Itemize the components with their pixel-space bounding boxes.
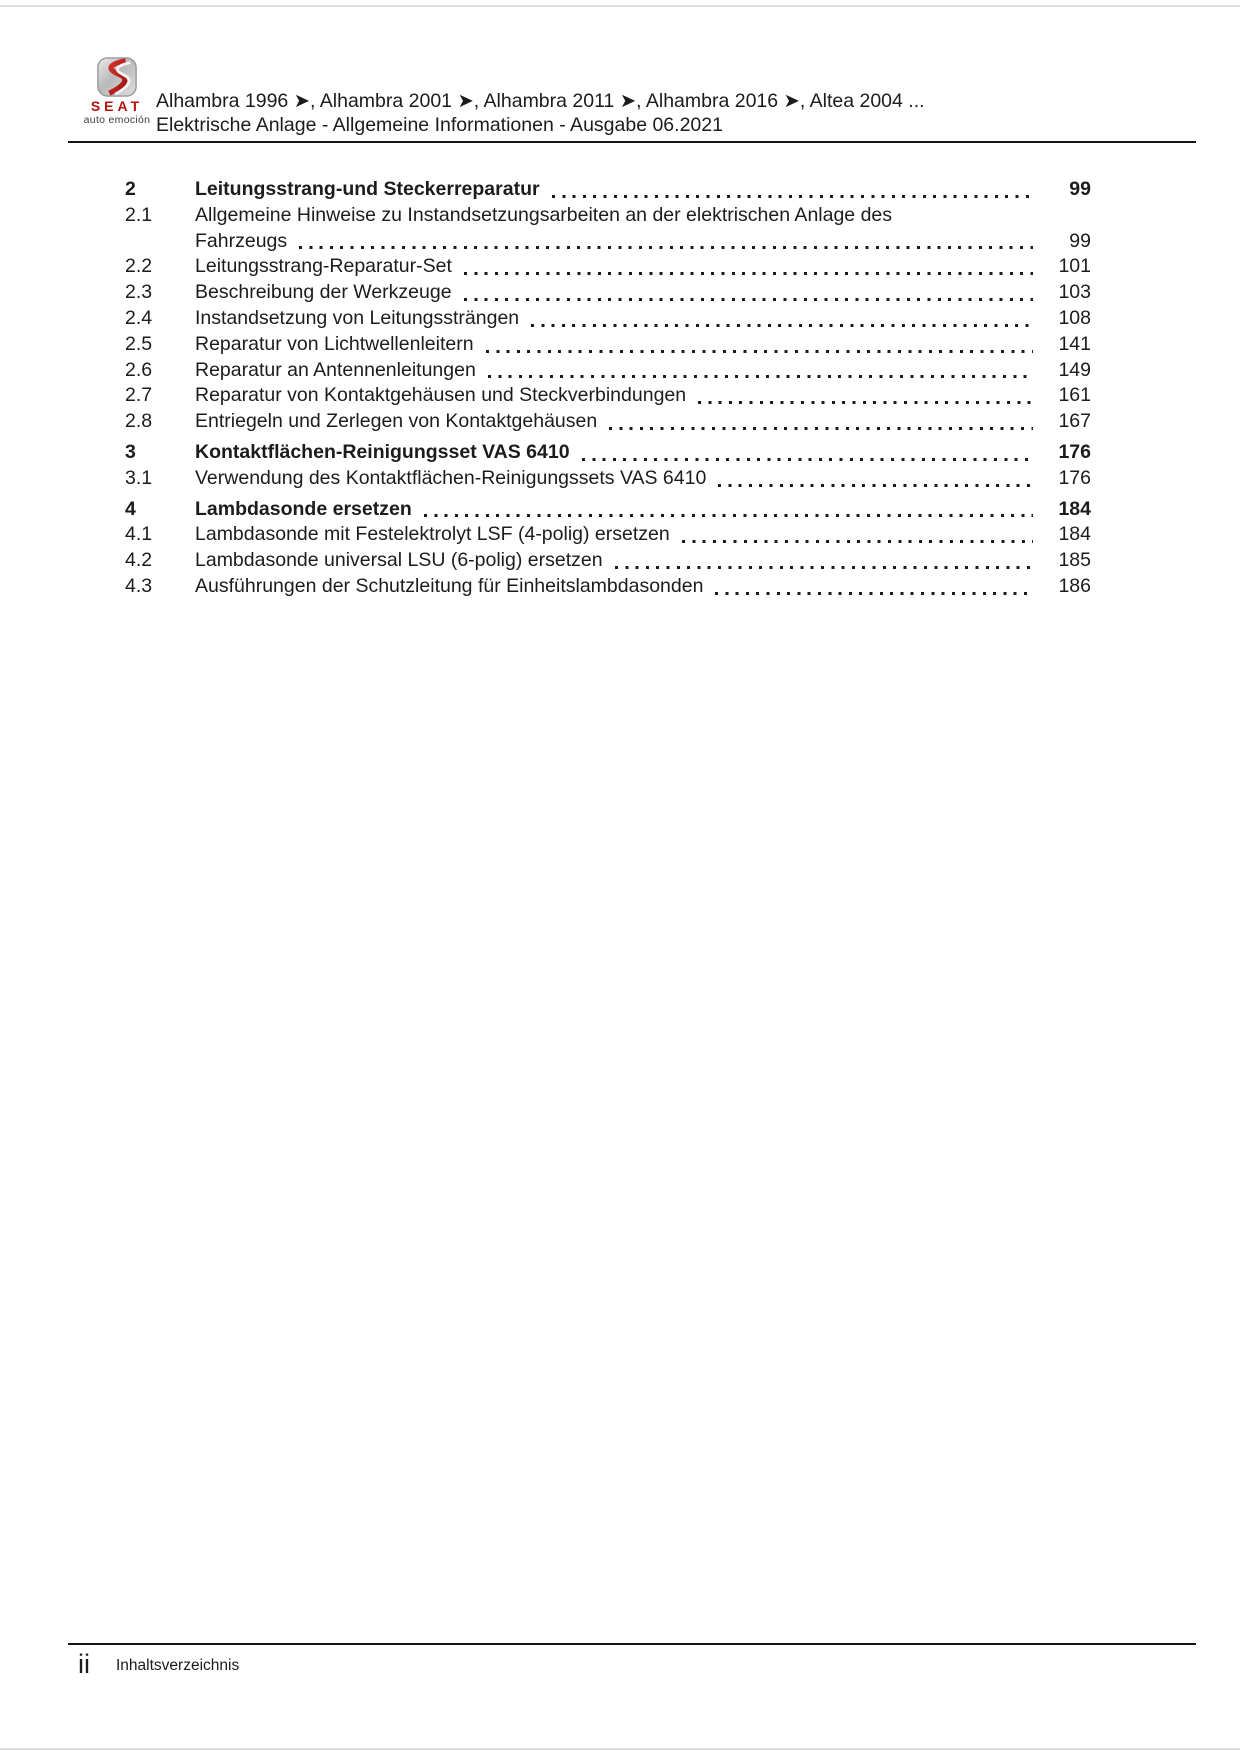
header-model-list: Alhambra 1996 ➤, Alhambra 2001 ➤, Alhambra 2011 ➤, Alhambra 2016 ➤, Altea 2004 ...: [156, 90, 925, 112]
seat-logo: [74, 56, 160, 126]
toc-entry-4: [125, 497, 1091, 523]
toc-entry-title: Instandsetzung von Leitungssträngen: [195, 306, 520, 329]
toc-entry-2: [125, 177, 1091, 203]
header-document-title: Elektrische Anlage - Allgemeine Informationen - Ausgabe 06.2021: [156, 114, 723, 136]
toc-entry-page: 149: [1058, 358, 1091, 381]
toc-entry-page: 184: [1058, 523, 1091, 546]
toc-entry-title: Verwendung des Kontaktflächen-Reinigungssets VAS 6410: [195, 466, 707, 489]
toc-entry-page: 186: [1058, 574, 1091, 597]
toc-entry-number: 2.1: [125, 203, 153, 226]
seat-logo-icon: [96, 56, 138, 98]
toc-entry-2-2: [125, 254, 1091, 280]
toc-entry-3: [125, 440, 1091, 466]
dot-leader: [464, 272, 1033, 275]
toc-entry-number: 4.1: [125, 523, 153, 546]
table-of-contents: [125, 177, 1091, 600]
toc-entry-page: 108: [1058, 306, 1091, 329]
toc-entry-title: Lambdasonde mit Festelektrolyt LSF (4-polig) ersetzen: [195, 523, 670, 546]
dot-leader: [682, 540, 1033, 543]
toc-entry-number: 3.1: [125, 466, 153, 489]
toc-entry-number: 2.3: [125, 281, 153, 304]
scan-artifact-bottom: [0, 1748, 1240, 1750]
page-number: ii: [78, 1649, 90, 1679]
toc-entry-page: 99: [1069, 178, 1091, 200]
toc-entry-title-continuation: Fahrzeugs: [195, 229, 288, 252]
dot-leader: [552, 195, 1033, 198]
scan-artifact-top: [0, 5, 1240, 7]
toc-entry-page: 103: [1058, 281, 1091, 304]
toc-entry-page: 167: [1058, 410, 1091, 433]
toc-entry-page: 176: [1058, 440, 1091, 463]
dot-leader: [299, 246, 1033, 249]
toc-entry-4-2: [125, 548, 1091, 574]
toc-entry-2-4: [125, 306, 1091, 332]
header-rule: [68, 141, 1196, 143]
toc-entry-3-1: [125, 466, 1091, 492]
toc-entry-number: 2.2: [125, 255, 153, 278]
toc-entry-2-6: [125, 358, 1091, 384]
toc-entry-title: Reparatur von Lichtwellenleitern: [195, 332, 474, 355]
toc-entry-title: Leitungsstrang-Reparatur-Set: [195, 255, 452, 278]
toc-entry-page: 184: [1058, 497, 1091, 520]
dot-leader: [582, 458, 1033, 461]
toc-entry-title: Ausführungen der Schutzleitung für Einheitslambdasonden: [195, 574, 704, 597]
toc-entry-number: 2.4: [125, 306, 153, 329]
dot-leader: [718, 484, 1033, 487]
page-footer: [78, 1650, 239, 1678]
toc-entry-title: Lambdasonde universal LSU (6-polig) ersetzen: [195, 549, 603, 572]
dot-leader: [531, 324, 1033, 327]
toc-entry-page: 141: [1058, 332, 1091, 355]
toc-entry-page: 99: [1069, 229, 1091, 252]
toc-entry-number: 2.6: [125, 358, 153, 381]
toc-entry-title: Entriegeln und Zerlegen von Kontaktgehäusen: [195, 410, 598, 433]
toc-entry-2-1: [125, 203, 1091, 255]
toc-entry-4-1: [125, 522, 1091, 548]
dot-leader: [424, 514, 1033, 517]
toc-entry-title: Kontaktflächen-Reinigungsset VAS 6410: [195, 440, 570, 463]
seat-brand-text: SEAT: [90, 98, 144, 114]
dot-leader: [486, 350, 1033, 353]
dot-leader: [715, 592, 1033, 595]
toc-entry-number: 4.3: [125, 574, 153, 597]
dot-leader: [464, 298, 1033, 301]
footer-section-label: Inhaltsverzeichnis: [116, 1657, 240, 1674]
toc-entry-title: Allgemeine Hinweise zu Instandsetzungsarbeiten an der elektrischen Anlage des: [195, 203, 893, 226]
toc-entry-page: 161: [1058, 384, 1091, 407]
toc-entry-number: 4.2: [125, 549, 153, 572]
toc-entry-number: 2.7: [125, 384, 153, 407]
toc-entry-page: 185: [1058, 549, 1091, 572]
toc-entry-2-8: [125, 409, 1091, 435]
toc-entry-title: Leitungsstrang-und Steckerreparatur: [195, 178, 540, 200]
seat-tagline: auto emoción: [83, 114, 151, 126]
dot-leader: [609, 427, 1033, 430]
toc-entry-title: Reparatur an Antennenleitungen: [195, 358, 476, 381]
toc-entry-number: 2: [125, 178, 136, 200]
toc-entry-title: Beschreibung der Werkzeuge: [195, 281, 452, 304]
toc-entry-number: 2.8: [125, 410, 153, 433]
toc-entry-number: 2.5: [125, 332, 153, 355]
dot-leader: [698, 401, 1033, 404]
dot-leader: [615, 566, 1033, 569]
toc-entry-2-5: [125, 332, 1091, 358]
toc-entry-page: 176: [1058, 466, 1091, 489]
toc-entry-2-3: [125, 280, 1091, 306]
toc-entry-2-7: [125, 383, 1091, 409]
toc-entry-number: 3: [125, 440, 136, 463]
toc-entry-title: Reparatur von Kontaktgehäusen und Steckverbindungen: [195, 384, 687, 407]
toc-entry-title: Lambdasonde ersetzen: [195, 497, 412, 520]
document-header: [156, 89, 925, 137]
toc-entry-number: 4: [125, 497, 136, 520]
footer-rule: [68, 1643, 1196, 1645]
toc-entry-4-3: [125, 574, 1091, 600]
dot-leader: [488, 375, 1033, 378]
toc-entry-page: 101: [1058, 255, 1091, 278]
